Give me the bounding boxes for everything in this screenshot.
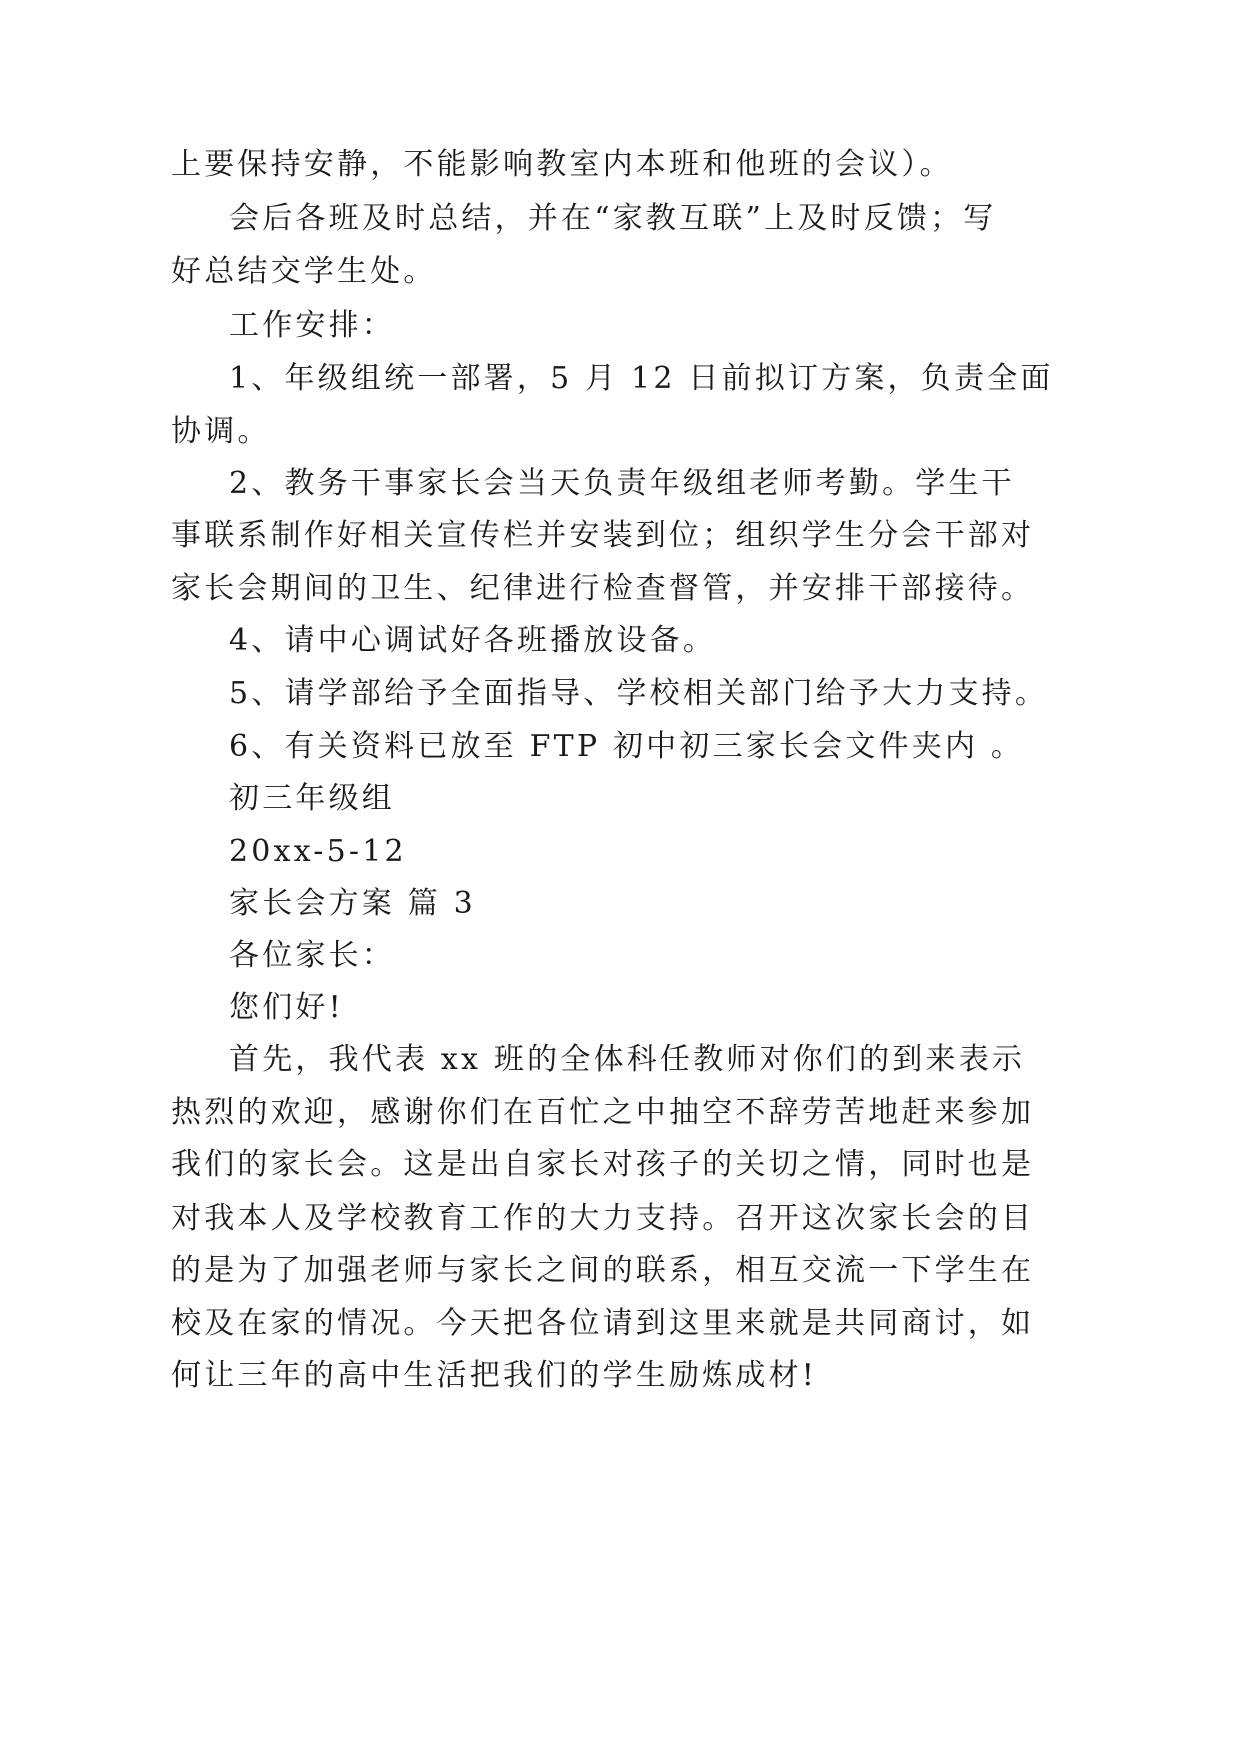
text-line: 上要保持安静，不能影响教室内本班和他班的会议）。	[171, 147, 953, 182]
text-line: 协调。	[171, 414, 271, 449]
text-line: 4、请中心调试好各班播放设备。	[229, 623, 717, 658]
text-line: 家长会方案 篇 3	[229, 886, 476, 921]
text-line: 好总结交学生处。	[171, 254, 437, 289]
text-line: 各位家长：	[229, 938, 395, 973]
text-line: 1、年级组统一部署，5 月 12 日前拟订方案，负责全面	[229, 361, 1054, 396]
text-line: 首先，我代表 xx 班的全体科任教师对你们的到来表示	[229, 1042, 1026, 1077]
text-line: 6、有关资料已放至 FTP 初中初三家长会文件夹内 。	[229, 729, 1025, 764]
text-line: 对我本人及学校教育工作的大力支持。召开这次家长会的目	[171, 1201, 1035, 1236]
text-line: 何让三年的高中生活把我们的学生励炼成材!	[171, 1358, 818, 1393]
text-line: 事联系制作好相关宣传栏并安装到位；组织学生分会干部对	[171, 518, 1035, 553]
text-line: 校及在家的情况。今天把各位请到这里来就是共同商讨，如	[171, 1306, 1035, 1341]
text-line: 家长会期间的卫生、纪律进行检查督管，并安排干部接待。	[171, 571, 1035, 606]
text-line: 热烈的欢迎，感谢你们在百忙之中抽空不辞劳苦地赶来参加	[171, 1095, 1035, 1130]
text-line: 工作安排：	[229, 308, 395, 343]
text-line: 会后各班及时总结，并在“家教互联”上及时反馈；写	[229, 201, 997, 236]
text-line: 的是为了加强老师与家长之间的联系，相互交流一下学生在	[171, 1253, 1035, 1288]
text-line: 2、教务干事家长会当天负责年级组老师考勤。学生干	[229, 466, 1015, 501]
text-line: 20xx-5-12	[229, 834, 407, 869]
text-line: 您们好!	[229, 990, 344, 1025]
text-line: 5、请学部给予全面指导、学校相关部门给予大力支持。	[229, 676, 1049, 711]
text-line: 我们的家长会。这是出自家长对孩子的关切之情，同时也是	[171, 1147, 1035, 1182]
text-line: 初三年级组	[229, 781, 395, 816]
